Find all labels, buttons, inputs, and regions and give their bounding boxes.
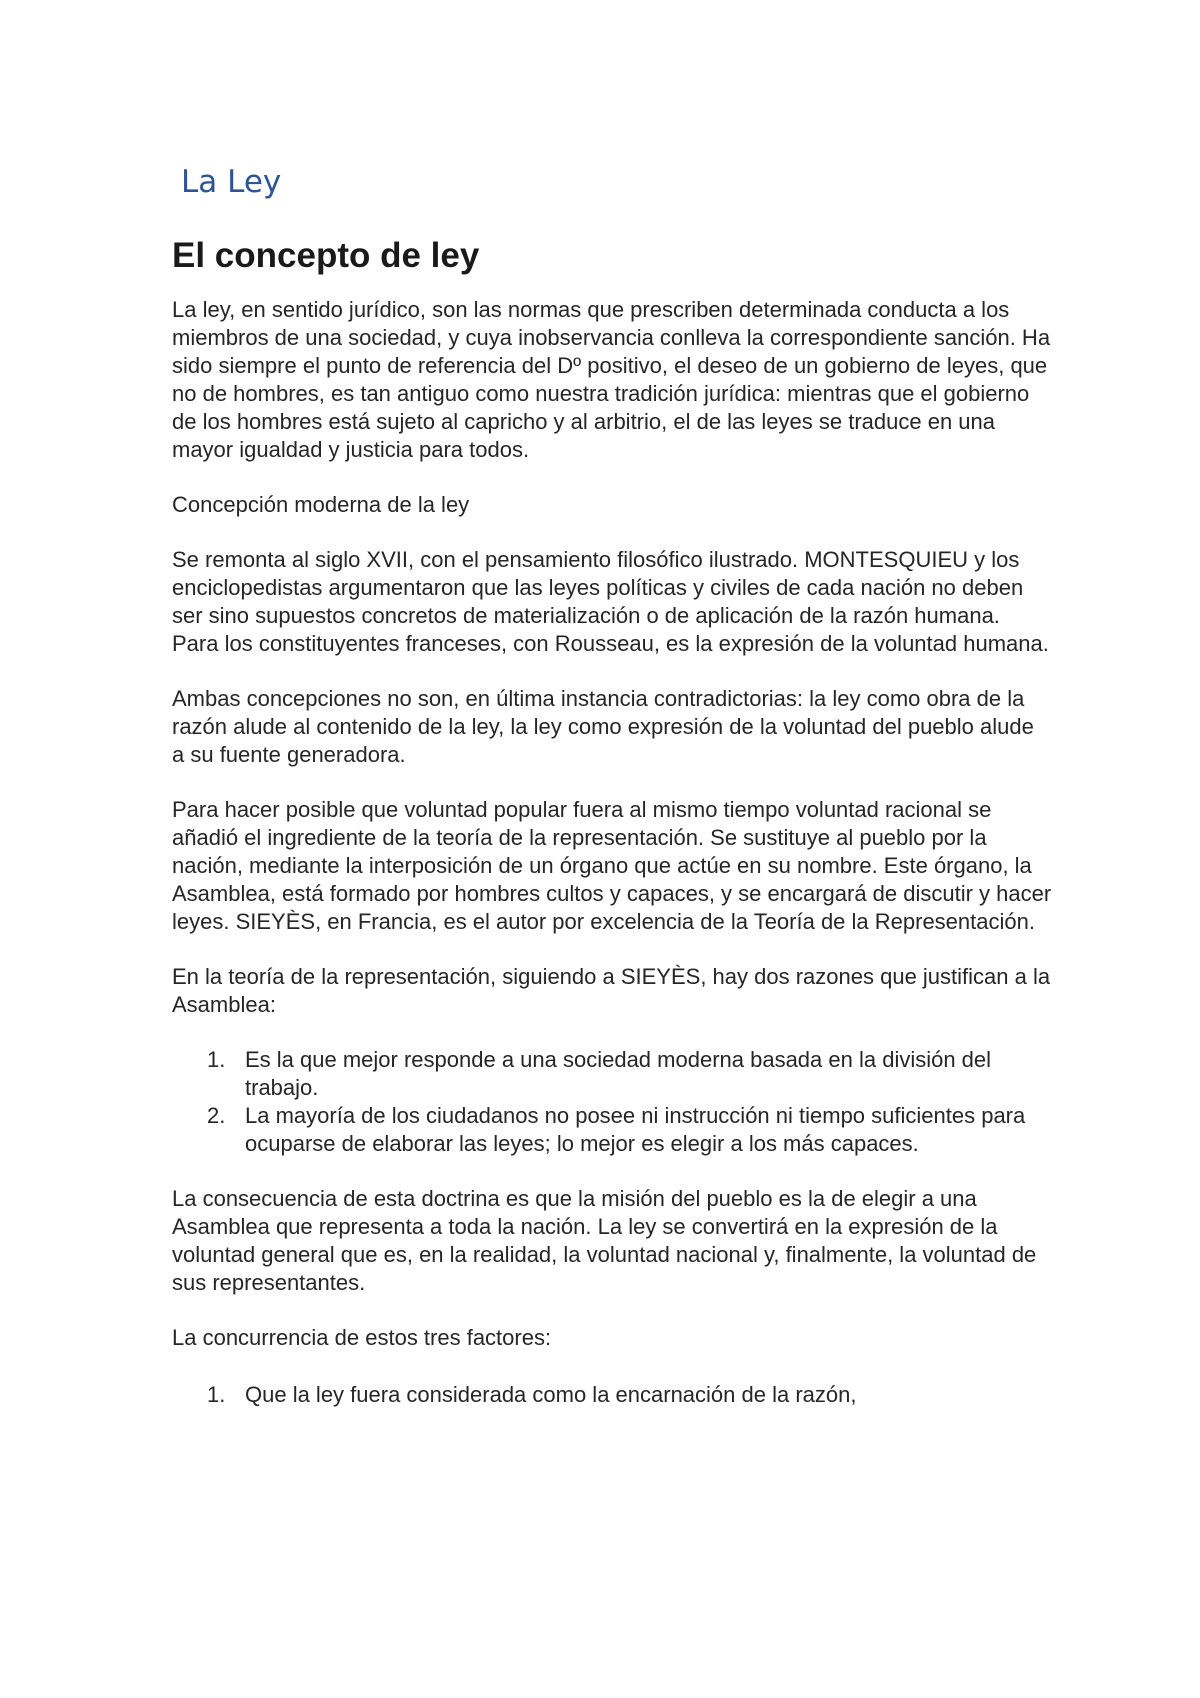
paragraph-consequence: La consecuencia de esta doctrina es que la misión del pueblo es la de elegir a una Asamblea que representa a toda la nación. La ley se convertirá en la expresión de la voluntad general que es, en la realidad, la voluntad nacional y, finalmente, la voluntad de sus representantes. <box>172 1186 1037 1295</box>
paragraph-subtitle: Concepción moderna de la ley <box>172 492 470 517</box>
list-item-text: Es la que mejor responde a una sociedad moderna basada en la división del trabajo. <box>245 1047 992 1100</box>
paragraph-origins: Se remonta al siglo XVII, con el pensamiento filosófico ilustrado. MONTESQUIEU y los enciclopedistas argumentaron que las leyes políticas y civiles de cada nación no deben ser sino supuestos concretos de materialización o de aplicación de la razón humana. Para los constituyentes franceses, con Rousseau, es la expresión de la voluntad humana. <box>172 547 1049 656</box>
section-heading: El concepto de ley <box>172 236 480 275</box>
paragraph-factors: La concurrencia de estos tres factores: <box>172 1325 552 1350</box>
list-item <box>172 1046 1052 1102</box>
list-item <box>172 1102 1052 1158</box>
list-item-number: 2. <box>207 1103 226 1128</box>
paragraph-representation: Para hacer posible que voluntad popular fuera al mismo tiempo voluntad racional se añadió el ingrediente de la teoría de la representación. Se sustituye al pueblo por la nación, mediante la interposición de un órgano que actúe en su nombre. Este órgano, la Asamblea, está formado por hombres cultos y capaces, y se encargará de discutir y hacer leyes. SIEYÈS, en Francia, es el autor por excelencia de la Teoría de la Representación. <box>172 797 1052 934</box>
list-item-number: 1. <box>207 1382 226 1407</box>
document-body <box>172 233 1052 1436</box>
list-item-text: La mayoría de los ciudadanos no posee ni instrucción ni tiempo suficientes para ocuparse de elaborar las leyes; lo mejor es elegir a los más capaces. <box>245 1103 1026 1156</box>
paragraph-definition: La ley, en sentido jurídico, son las normas que prescriben determinada conducta a los miembros de una sociedad, y cuya inobservancia conlleva la correspondiente sanción. Ha sido siempre el punto de referencia del Dº positivo, el deseo de un gobierno de leyes, que no de hombres, es tan antiguo como nuestra tradición jurídica: mientras que el gobierno de los hombres está sujeto al capricho y al arbitrio, el de las leyes se traduce en una mayor igualdad y justicia para todos. <box>172 297 1051 462</box>
paragraph-sieyes: En la teoría de la representación, siguiendo a SIEYÈS, hay dos razones que justifican a la Asamblea: <box>172 964 1051 1017</box>
factors-list <box>172 1381 1052 1409</box>
list-item-text: Que la ley fuera considerada como la encarnación de la razón, <box>245 1382 857 1407</box>
paragraph-conceptions: Ambas concepciones no son, en última instancia contradictorias: la ley como obra de la razón alude al contenido de la ley, la ley como expresión de la voluntad del pueblo alude a su fuente generadora. <box>172 686 1034 767</box>
list-item-number: 1. <box>207 1047 226 1072</box>
list-item <box>172 1381 1052 1409</box>
reasons-list <box>172 1046 1052 1158</box>
document-title: La Ley <box>181 164 282 200</box>
